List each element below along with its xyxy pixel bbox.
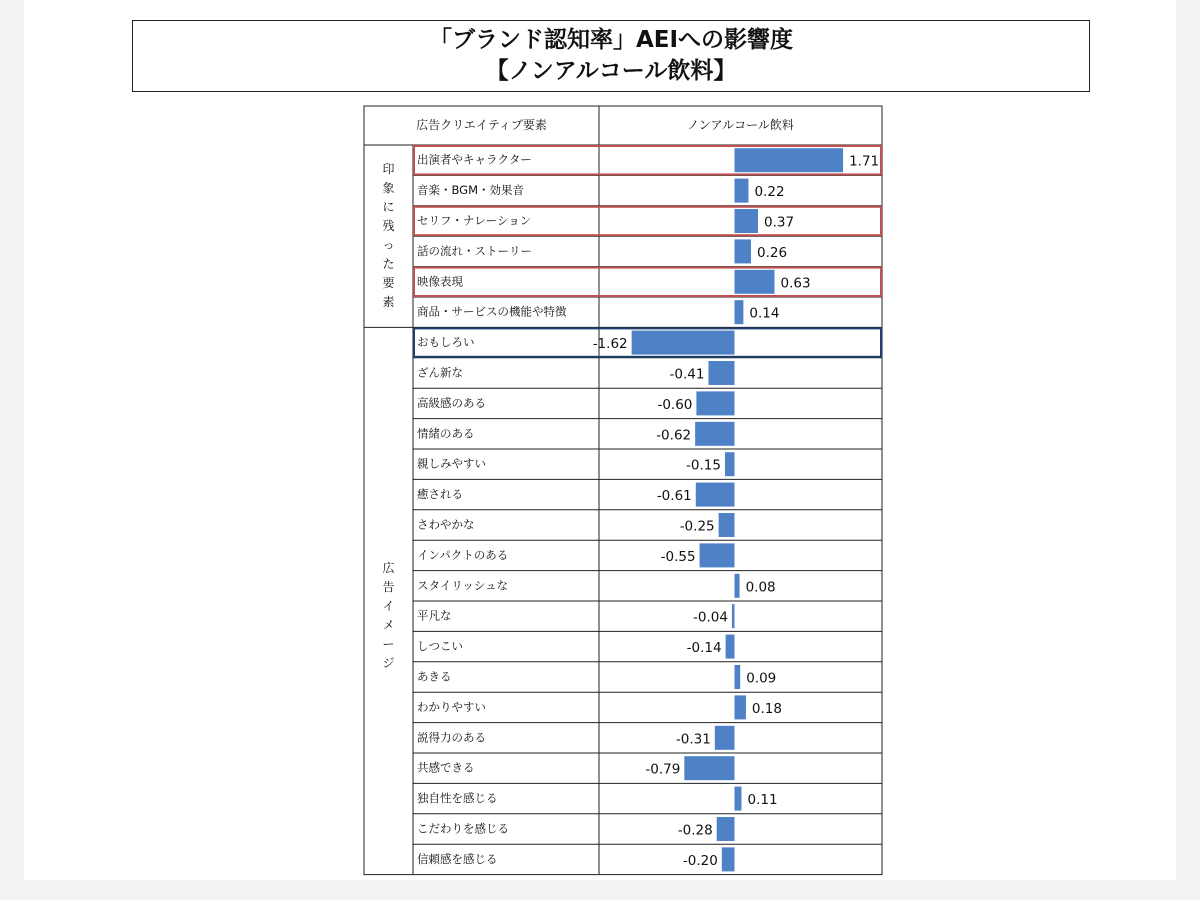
bar-value-label: 0.18 <box>751 700 782 717</box>
bar-value-label: -0.28 <box>677 822 713 839</box>
bar <box>695 422 734 446</box>
bar-value-label: 0.26 <box>757 244 788 261</box>
bar-value-label: -0.55 <box>660 548 696 565</box>
bar-value-label: -0.20 <box>682 852 718 869</box>
row-category-label: 信頼感を感じる <box>417 851 498 866</box>
group-label: 印象に残った要素 <box>382 162 395 310</box>
row-category-label: 音楽・BGM・効果音 <box>417 183 525 198</box>
bar-value-label: -0.15 <box>686 457 721 474</box>
row-category-label: こだわりを感じる <box>417 821 509 836</box>
bar <box>726 635 735 659</box>
bar-value-label: -1.62 <box>592 336 628 353</box>
group-label: 広告イメージ <box>382 561 395 671</box>
bar <box>700 543 735 567</box>
bar-value-label: 0.11 <box>747 792 778 809</box>
bar-value-label: -0.04 <box>693 609 728 626</box>
bar-value-label: 1.71 <box>849 153 880 170</box>
bar-value-label: -0.60 <box>657 396 693 413</box>
bar <box>735 787 742 811</box>
row-category-label: 情緒のある <box>417 426 475 441</box>
bar <box>725 452 735 476</box>
bar <box>696 483 735 507</box>
bar <box>722 847 735 871</box>
bar <box>735 209 758 233</box>
bar-value-label: -0.31 <box>675 731 711 748</box>
row-category-label: あきる <box>417 669 452 684</box>
row-category-label: さわやかな <box>417 517 475 532</box>
bar-value-label: 0.22 <box>754 184 785 201</box>
row-category-label: セリフ・ナレーション <box>417 213 532 228</box>
bar <box>696 391 734 415</box>
row-category-label: 親しみやすい <box>417 456 486 471</box>
bar-value-label: 0.63 <box>780 275 811 292</box>
bar <box>684 756 734 780</box>
row-category-label: しつこい <box>417 639 463 654</box>
chart-title-line1: 「ブランド認知率」AEIへの影響度 <box>428 27 794 53</box>
row-category-label: スタイリッシュな <box>417 578 509 593</box>
bar-value-label: -0.41 <box>669 366 705 383</box>
bar-value-label: -0.14 <box>686 640 722 657</box>
bar <box>708 361 734 385</box>
bar-value-label: 0.09 <box>746 670 777 687</box>
header-left-label: 広告クリエイティブ要素 <box>416 118 547 132</box>
bar <box>632 331 735 355</box>
row-category-label: 共感できる <box>417 760 475 775</box>
row-category-label: 説得力のある <box>417 730 486 745</box>
bar-value-label: 0.37 <box>763 214 795 231</box>
bar <box>732 604 735 628</box>
row-category-label: 癒される <box>417 487 463 502</box>
bar-value-label: 0.08 <box>745 579 776 596</box>
bar <box>717 817 735 841</box>
chart-title-line2: 【ノンアルコール飲料】 <box>485 58 737 84</box>
bar <box>735 148 844 172</box>
bar <box>735 300 744 324</box>
row-category-label: 高級感のある <box>417 395 486 410</box>
bar <box>715 726 735 750</box>
bar-value-label: -0.25 <box>679 518 715 535</box>
header-right-label: ノンアルコール飲料 <box>687 118 794 132</box>
bar <box>735 179 749 203</box>
row-category-label: おもしろい <box>417 335 475 350</box>
row-category-label: 出演者やキャラクター <box>417 152 532 167</box>
bar-value-label: -0.62 <box>656 427 692 444</box>
bar <box>719 513 735 537</box>
row-category-label: 独自性を感じる <box>417 791 498 806</box>
row-category-label: わかりやすい <box>417 699 486 714</box>
bar-value-label: 0.14 <box>749 305 780 322</box>
bar <box>735 574 740 598</box>
bar-value-label: -0.79 <box>645 761 681 778</box>
bar <box>735 665 741 689</box>
row-category-label: インパクトのある <box>417 547 509 562</box>
bar <box>735 239 752 263</box>
row-category-label: 映像表現 <box>417 274 463 289</box>
row-category-label: 平凡な <box>417 608 452 623</box>
bar-value-label: -0.61 <box>656 488 692 505</box>
row-category-label: 話の流れ・ストーリー <box>417 243 532 258</box>
row-category-label: ざん新な <box>417 365 463 380</box>
bar <box>735 695 746 719</box>
row-category-label: 商品・サービスの機能や特徴 <box>417 304 567 319</box>
bar <box>735 270 775 294</box>
